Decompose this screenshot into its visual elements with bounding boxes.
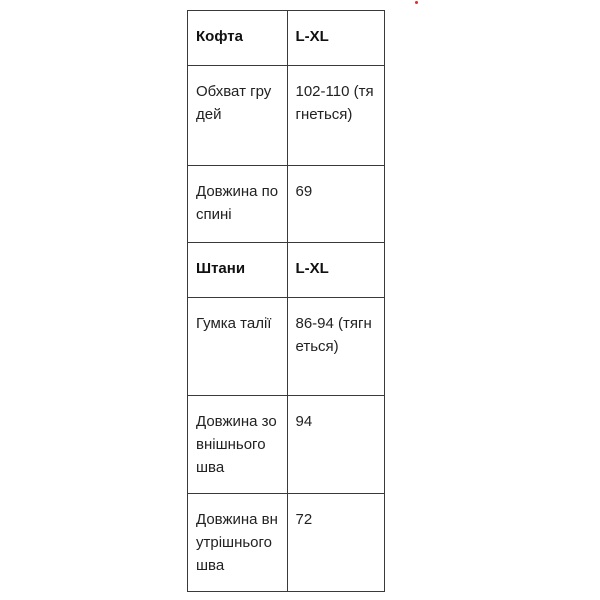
corner-dot-icon bbox=[415, 1, 418, 4]
table-row bbox=[188, 494, 385, 592]
waist-label: Гумка талії bbox=[188, 298, 288, 396]
inner-seam-value: 72 bbox=[287, 494, 385, 592]
back-length-label: Довжина по спині bbox=[188, 166, 288, 243]
table-row-pants-header bbox=[188, 243, 385, 298]
pants-header-size: L-XL bbox=[287, 243, 385, 298]
chest-value: 102-110 (тягнеться) bbox=[287, 66, 385, 166]
table-row bbox=[188, 396, 385, 494]
table-row-jacket-header bbox=[188, 11, 385, 66]
jacket-header-size: L-XL bbox=[287, 11, 385, 66]
outer-seam-value: 94 bbox=[287, 396, 385, 494]
jacket-header-label: Кофта bbox=[188, 11, 288, 66]
size-chart-table bbox=[187, 10, 385, 592]
chest-label: Обхват грудей bbox=[188, 66, 288, 166]
pants-header-label: Штани bbox=[188, 243, 288, 298]
table-row bbox=[188, 66, 385, 166]
inner-seam-label: Довжина внутрішнього шва bbox=[188, 494, 288, 592]
table-row bbox=[188, 166, 385, 243]
outer-seam-label: Довжина зовнішнього шва bbox=[188, 396, 288, 494]
table-row bbox=[188, 298, 385, 396]
waist-value: 86-94 (тягнеться) bbox=[287, 298, 385, 396]
back-length-value: 69 bbox=[287, 166, 385, 243]
